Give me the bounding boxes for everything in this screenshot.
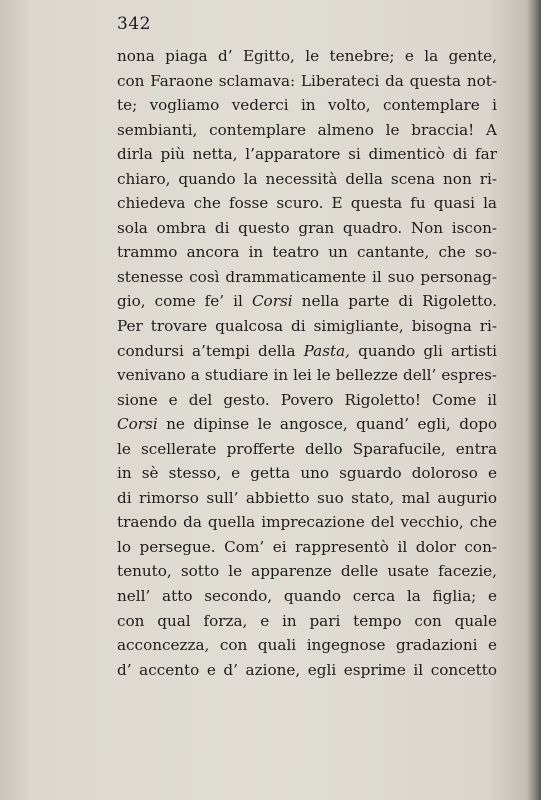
- text-line: venivano a studiare in lei le bellezze dell’ espres-: [117, 366, 497, 385]
- body-text: [117, 44, 497, 682]
- text-line: trammo ancora in teatro un cantante, che so-: [117, 243, 497, 262]
- text-line: nona piaga d’ Egitto, le tenebre; e la gente,: [117, 47, 497, 65]
- text-line: le scellerate profferte dello Sparafucile, entra: [117, 439, 497, 458]
- text-line: chiaro, quando la necessità della scena non ri-: [117, 169, 497, 188]
- italic-name: Pasta,: [303, 341, 350, 360]
- page-number: 342: [117, 14, 151, 34]
- text-line: tenuto, sotto le apparenze delle usate facezie,: [117, 562, 497, 581]
- page-edge-shadow: [527, 0, 541, 800]
- italic-name: Corsi: [251, 292, 293, 311]
- text-line: d’ accento e d’ azione, egli esprime il concetto: [117, 660, 497, 679]
- text-line: stenesse così drammaticamente il suo personag-: [117, 267, 497, 286]
- text-line: dirla più netta, l’apparatore si dimenticò di far: [117, 145, 497, 164]
- text-line: di rimorso sull’ abbietto suo stato, mal augurio: [117, 488, 497, 507]
- text-line: Per trovare qualcosa di simigliante, bisogna ri-: [117, 317, 497, 336]
- italic-name: Corsi: [117, 415, 158, 434]
- text-line: te; vogliamo vederci in volto, contemplare i: [117, 96, 497, 115]
- text-line: con Faraone sclamava: Liberateci da questa not-: [117, 71, 497, 90]
- text-line: in sè stesso, e getta uno sguardo doloroso e: [117, 464, 497, 483]
- text-line: con qual forza, e in pari tempo con quale: [117, 611, 497, 630]
- text-line: gio, come fe’ il Corsi nella parte di Rigoletto.: [117, 292, 497, 311]
- text-line: Corsi ne dipinse le angosce, quand’ egli, dopo: [117, 415, 497, 434]
- text-line: sola ombra di questo gran quadro. Non iscon-: [117, 218, 497, 237]
- text-line: chiedeva che fosse scuro. E questa fu quasi la: [117, 194, 497, 213]
- text-line: nell’ atto secondo, quando cerca la figlia; e: [117, 587, 497, 606]
- text-line: condursi a’tempi della Pasta, quando gli artisti: [117, 341, 498, 360]
- text-line: acconcezza, con quali ingegnose gradazioni e: [117, 636, 497, 655]
- text-line: lo persegue. Com’ ei rappresentò il dolor con-: [117, 537, 497, 556]
- text-line: sembianti, contemplare almeno le braccia! A: [117, 120, 497, 139]
- text-line: sione e del gesto. Povero Rigoletto! Come il: [117, 390, 497, 409]
- text-line: traendo da quella imprecazione del vecchio, che: [117, 513, 497, 532]
